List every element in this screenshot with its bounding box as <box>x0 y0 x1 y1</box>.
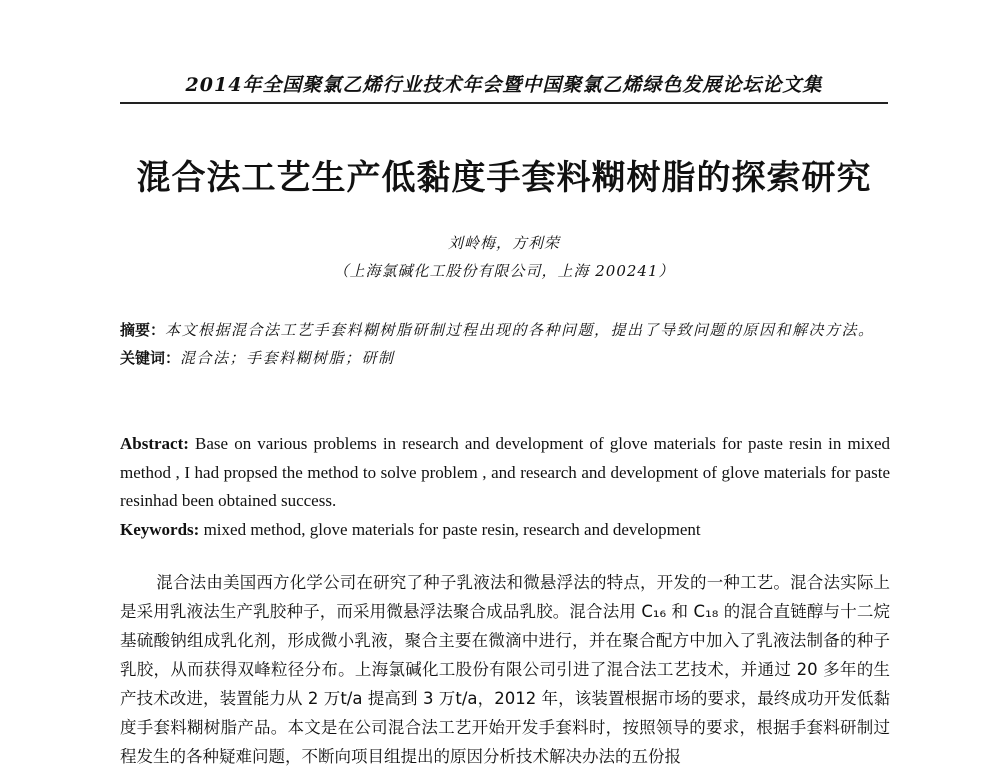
abstract-en-text: Base on various problems in research and development of glove materials for paste resin in mixed method , I had propsed the method to solve problem , and research and development of glove materials for paste resinhad been obtained success. <box>120 434 890 510</box>
keywords-en-text: mixed method, glove materials for paste resin, research and development <box>199 519 701 539</box>
authors: 刘岭梅，方利荣 <box>447 234 560 252</box>
keywords-cn-text: 混合法；手套料糊树脂；研制 <box>180 349 395 367</box>
keywords-cn <box>120 344 890 372</box>
body-section <box>120 568 890 771</box>
keywords-en <box>120 516 890 545</box>
abstract-cn <box>120 316 890 344</box>
keywords-en-label: Keywords: <box>120 519 200 539</box>
keywords-cn-label: 关键词： <box>120 349 181 367</box>
abstract-cn-text: 本文根据混合法工艺手套料糊树脂研制过程出现的各种问题，提出了导致问题的原因和解决方法。 <box>165 321 875 339</box>
abstract-en <box>120 430 890 516</box>
chinese-abstract-section <box>120 316 890 372</box>
running-header <box>120 70 888 104</box>
affiliation: （上海氯碱化工股份有限公司，上海 200241） <box>333 262 675 280</box>
paper-title: 混合法工艺生产低黏度手套料糊树脂的探索研究 <box>136 158 872 198</box>
abstract-en-label: Abstract: <box>120 434 189 453</box>
english-abstract-section <box>120 430 890 544</box>
running-header-text: 2014年全国聚氯乙烯行业技术年会暨中国聚氯乙烯绿色发展论坛论文集 <box>185 74 823 96</box>
abstract-cn-label: 摘要： <box>120 321 166 339</box>
body-paragraph: 混合法由美国西方化学公司在研究了种子乳液法和微悬浮法的特点，开发的一种工艺。混合法实际上是采用乳液法生产乳胶种子，而采用微悬浮法聚合成品乳胶。混合法用 C₁₆ 和 C₁₈ 的混合直链醇与十二烷基硫酸钠组成乳化剂，形成微小乳液，聚合主要在微滴中进行，并在聚合配方中加入了乳液法制备的种子乳胶，从而获得双峰粒径分布。上海氯碱化工股份有限公司引进了混合法工艺技术，并通过 20 多年的生产技术改进，装置能力从 2 万t/a 提高到 3 万t/a，2012 年，该装置根据市场的要求，最终成功开发低黏度手套料糊树脂产品。本文是在公司混合法工艺开始开发手套料时，按照领导的要求，根据手套料研制过程发生的各种疑难问题，不断向项目组提出的原因分析技术解决办法的五份报 <box>120 573 890 766</box>
